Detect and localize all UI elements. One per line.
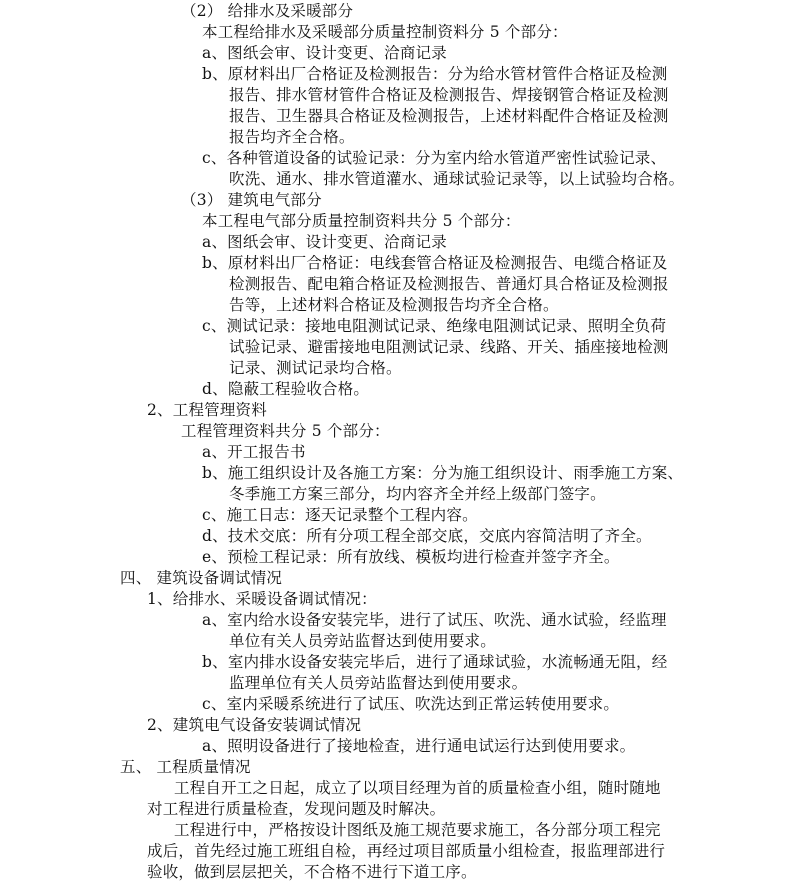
- list-item-a: a、照明设备进行了接地检查，进行通电试运行达到使用要求。: [202, 737, 636, 755]
- list-item-a: a、图纸会审、设计变更、洽商记录: [202, 233, 447, 251]
- list-item-continuation: 吹洗、通水、排水管道灌水、通球试验记录等，以上试验均合格。: [229, 170, 685, 188]
- paragraph-line: 工程进行中，严格按设计图纸及施工规范要求施工，各分部分项工程完: [174, 821, 661, 839]
- list-item-continuation: 记录、测试记录均合格。: [229, 359, 402, 377]
- list-item-continuation: 单位有关人员旁站监督达到使用要求。: [229, 632, 496, 650]
- paragraph-line: 对工程进行质量检查，发现问题及时解决。: [147, 800, 446, 818]
- list-item-b: b、施工组织设计及各施工方案：分为施工组织设计、雨季施工方案、: [202, 464, 684, 482]
- list-item-continuation: 告等，上述材料合格证及检测报告均齐全合格。: [229, 296, 559, 314]
- paragraph-line: 工程管理资料共分 5 个部分：: [181, 422, 390, 440]
- list-item-a: a、开工报告书: [202, 443, 306, 461]
- paragraph-line: 成后，首先经过施工班组自检，再经过项目部质量小组检查，报监理部进行: [147, 842, 666, 860]
- paragraph-line: 工程自开工之日起，成立了以项目经理为首的质量检查小组，随时随地: [174, 779, 661, 797]
- paragraph-line: 验收，做到层层把关，不合格不进行下道工序。: [147, 863, 477, 881]
- list-item-continuation: 报告、卫生器具合格证及检测报告，上述材料配件合格证及检测: [229, 107, 669, 125]
- chapter-heading-equipment-commissioning: 四、 建筑设备调试情况: [120, 569, 283, 587]
- list-item-c: c、施工日志：逐天记录整个工程内容。: [202, 506, 478, 524]
- list-item-continuation: 报告均齐全合格。: [229, 128, 355, 146]
- list-item-b: b、原材料出厂合格证及检测报告：分为给水管材管件合格证及检测: [202, 65, 668, 83]
- list-item-d: d、隐蔽工程验收合格。: [202, 380, 370, 398]
- list-item-b: b、室内排水设备安装完毕后，进行了通球试验，水流畅通无阻，经: [202, 653, 668, 671]
- list-item-c: c、各种管道设备的试验记录：分为室内给水管道严密性试验记录、: [202, 149, 667, 167]
- subsection-heading-plumbing: （2） 给排水及采暖部分: [181, 2, 354, 20]
- list-item-continuation: 检测报告、配电箱合格证及检测报告、普通灯具合格证及检测报: [229, 275, 669, 293]
- paragraph-line: 本工程电气部分质量控制资料共分 5 个部分：: [202, 212, 521, 230]
- list-item-continuation: 监理单位有关人员旁站监督达到使用要求。: [229, 674, 528, 692]
- list-item-a: a、图纸会审、设计变更、洽商记录: [202, 44, 447, 62]
- section-heading-electrical-commissioning: 2、建筑电气设备安装调试情况: [147, 716, 362, 734]
- list-item-continuation: 报告、排水管材管件合格证及检测报告、焊接钢管合格证及检测: [229, 86, 669, 104]
- list-item-continuation: 试验记录、避雷接地电阻测试记录、线路、开关、插座接地检测: [229, 338, 669, 356]
- list-item-c: c、室内采暖系统进行了试压、吹洗达到正常运转使用要求。: [202, 695, 620, 713]
- section-heading-management-records: 2、工程管理资料: [147, 401, 267, 419]
- list-item-e: e、预检工程记录：所有放线、模板均进行检查并签字齐全。: [202, 548, 620, 566]
- chapter-heading-quality: 五、 工程质量情况: [120, 758, 251, 776]
- section-heading-plumbing-commissioning: 1、给排水、采暖设备调试情况：: [147, 590, 377, 608]
- list-item-c: c、测试记录：接地电阻测试记录、绝缘电阻测试记录、照明全负荷: [202, 317, 667, 335]
- paragraph-line: 本工程给排水及采暖部分质量控制资料分 5 个部分：: [202, 23, 568, 41]
- subsection-heading-electrical: （3） 建筑电气部分: [181, 191, 322, 209]
- list-item-continuation: 冬季施工方案三部分，均内容齐全并经上级部门签字。: [229, 485, 606, 503]
- list-item-b: b、原材料出厂合格证：电线套管合格证及检测报告、电缆合格证及: [202, 254, 668, 272]
- list-item-d: d、技术交底：所有分项工程全部交底，交底内容简洁明了齐全。: [202, 527, 652, 545]
- list-item-a: a、室内给水设备安装完毕，进行了试压、吹洗、通水试验，经监理: [202, 611, 667, 629]
